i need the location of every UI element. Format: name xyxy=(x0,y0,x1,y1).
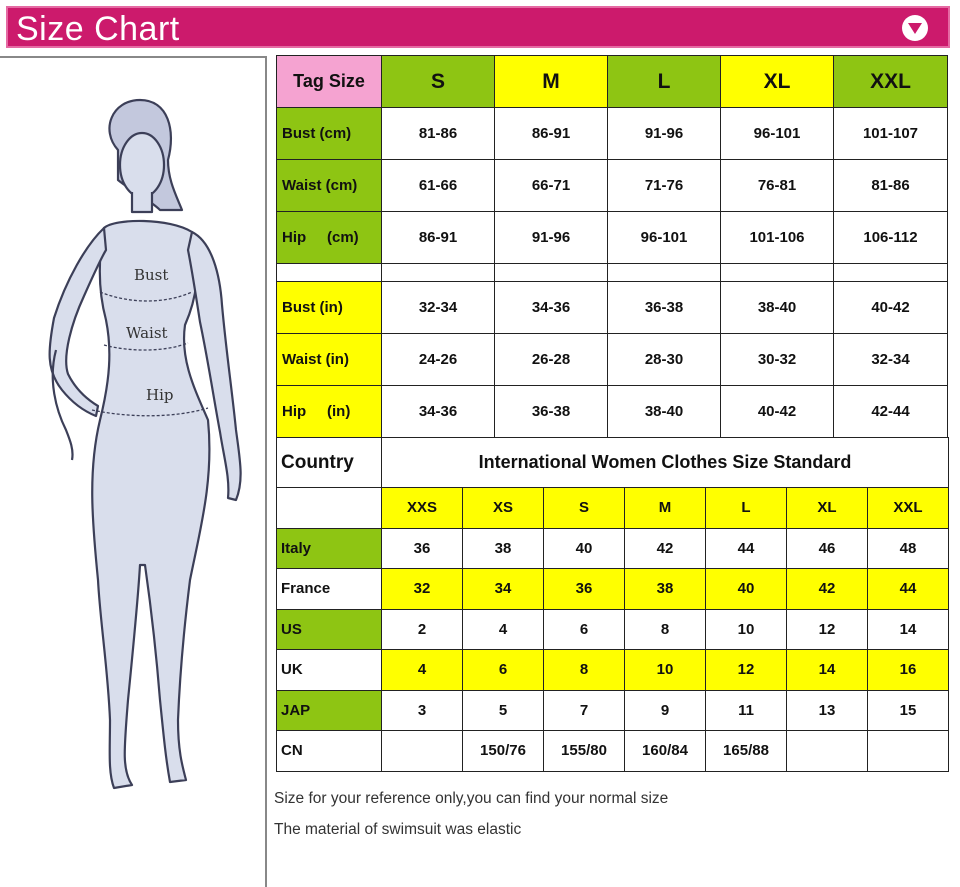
cell: 36-38 xyxy=(608,282,721,334)
cell: 38 xyxy=(625,569,706,610)
cell: 5 xyxy=(463,690,544,731)
cell: 101-106 xyxy=(721,212,834,264)
spacer-row xyxy=(277,264,948,282)
table-row xyxy=(277,108,948,160)
cell: 36-38 xyxy=(495,386,608,438)
table-row xyxy=(277,386,948,438)
table-row xyxy=(277,160,948,212)
cell: 24-26 xyxy=(382,334,495,386)
cell: 12 xyxy=(706,650,787,691)
size-header: L xyxy=(608,56,721,108)
cell: 34-36 xyxy=(382,386,495,438)
row-label: Bust (cm) xyxy=(277,108,382,160)
cell: 46 xyxy=(787,528,868,569)
row-label: Waist (in) xyxy=(277,334,382,386)
cell: 15 xyxy=(868,690,949,731)
table-row xyxy=(277,609,949,650)
cell: 12 xyxy=(787,609,868,650)
cell: 38-40 xyxy=(608,386,721,438)
country-label: UK xyxy=(277,650,382,691)
size-header: M xyxy=(625,488,706,529)
cell: 44 xyxy=(868,569,949,610)
cell xyxy=(382,731,463,772)
cell: 96-101 xyxy=(608,212,721,264)
cell: 7 xyxy=(544,690,625,731)
hip-label: Hip xyxy=(146,386,174,404)
table-row xyxy=(277,731,949,772)
reference-note: Size for your reference only,you can find your normal size xyxy=(274,790,669,807)
cell: 40-42 xyxy=(834,282,948,334)
cell: 96-101 xyxy=(721,108,834,160)
cell: 34-36 xyxy=(495,282,608,334)
table-row xyxy=(277,528,949,569)
country-label: JAP xyxy=(277,690,382,731)
cell: 3 xyxy=(382,690,463,731)
bust-label: Bust xyxy=(134,266,169,284)
size-header-row xyxy=(277,488,949,529)
chevron-down-icon[interactable] xyxy=(902,15,928,41)
cell: 101-107 xyxy=(834,108,948,160)
cell: 42 xyxy=(625,528,706,569)
size-header: XXS xyxy=(382,488,463,529)
table-row xyxy=(277,569,949,610)
cell: 42 xyxy=(787,569,868,610)
cell: 106-112 xyxy=(834,212,948,264)
cell: 6 xyxy=(544,609,625,650)
cell: 14 xyxy=(787,650,868,691)
cell: 4 xyxy=(382,650,463,691)
cell: 40-42 xyxy=(721,386,834,438)
row-label: Bust (in) xyxy=(277,282,382,334)
cell: 81-86 xyxy=(382,108,495,160)
table-row xyxy=(277,690,949,731)
size-header: S xyxy=(382,56,495,108)
cell: 4 xyxy=(463,609,544,650)
cell: 32-34 xyxy=(834,334,948,386)
cell: 32-34 xyxy=(382,282,495,334)
cell: 76-81 xyxy=(721,160,834,212)
size-header: XS xyxy=(463,488,544,529)
row-label: Waist (cm) xyxy=(277,160,382,212)
size-header: L xyxy=(706,488,787,529)
cell xyxy=(868,731,949,772)
cell: 16 xyxy=(868,650,949,691)
cell: 81-86 xyxy=(834,160,948,212)
cell: 6 xyxy=(463,650,544,691)
table-row xyxy=(277,282,948,334)
international-size-table xyxy=(276,437,949,772)
size-chart-header xyxy=(6,6,950,48)
cell: 34 xyxy=(463,569,544,610)
cell: 40 xyxy=(544,528,625,569)
cell: 9 xyxy=(625,690,706,731)
waist-label: Waist xyxy=(126,324,168,342)
cell: 8 xyxy=(625,609,706,650)
page-title: Size Chart xyxy=(16,10,180,48)
body-figure-illustration xyxy=(0,60,266,820)
cell: 48 xyxy=(868,528,949,569)
cell: 28-30 xyxy=(608,334,721,386)
table-row xyxy=(277,650,949,691)
country-label: France xyxy=(277,569,382,610)
cell: 38 xyxy=(463,528,544,569)
cell: 10 xyxy=(706,609,787,650)
cell: 61-66 xyxy=(382,160,495,212)
cell: 14 xyxy=(868,609,949,650)
table-row xyxy=(277,334,948,386)
cell: 32 xyxy=(382,569,463,610)
cell: 38-40 xyxy=(721,282,834,334)
size-header: XL xyxy=(721,56,834,108)
cell: 44 xyxy=(706,528,787,569)
cell: 91-96 xyxy=(495,212,608,264)
cell: 86-91 xyxy=(382,212,495,264)
cell: 155/80 xyxy=(544,731,625,772)
size-header: XXL xyxy=(868,488,949,529)
cell: 86-91 xyxy=(495,108,608,160)
row-label: Hip (in) xyxy=(277,386,382,438)
international-title: International Women Clothes Size Standard xyxy=(382,438,949,488)
cell: 30-32 xyxy=(721,334,834,386)
cell: 13 xyxy=(787,690,868,731)
cell: 165/88 xyxy=(706,731,787,772)
tag-size-header: Tag Size xyxy=(277,56,382,108)
cell: 71-76 xyxy=(608,160,721,212)
cell: 10 xyxy=(625,650,706,691)
cell: 40 xyxy=(706,569,787,610)
country-label: Italy xyxy=(277,528,382,569)
cell: 160/84 xyxy=(625,731,706,772)
row-label: Hip (cm) xyxy=(277,212,382,264)
cell: 42-44 xyxy=(834,386,948,438)
table-row xyxy=(277,212,948,264)
size-header: XL xyxy=(787,488,868,529)
cell: 91-96 xyxy=(608,108,721,160)
cell: 36 xyxy=(544,569,625,610)
cell: 26-28 xyxy=(495,334,608,386)
cell: 11 xyxy=(706,690,787,731)
country-header: Country xyxy=(277,438,382,488)
cell: 8 xyxy=(544,650,625,691)
country-label: CN xyxy=(277,731,382,772)
tag-size-table xyxy=(276,55,948,438)
cell: 150/76 xyxy=(463,731,544,772)
cell: 2 xyxy=(382,609,463,650)
country-label: US xyxy=(277,609,382,650)
cell: 66-71 xyxy=(495,160,608,212)
size-header: M xyxy=(495,56,608,108)
cell xyxy=(787,731,868,772)
material-note: The material of swimsuit was elastic xyxy=(274,821,522,838)
size-header: XXL xyxy=(834,56,948,108)
size-header: S xyxy=(544,488,625,529)
cell: 36 xyxy=(382,528,463,569)
